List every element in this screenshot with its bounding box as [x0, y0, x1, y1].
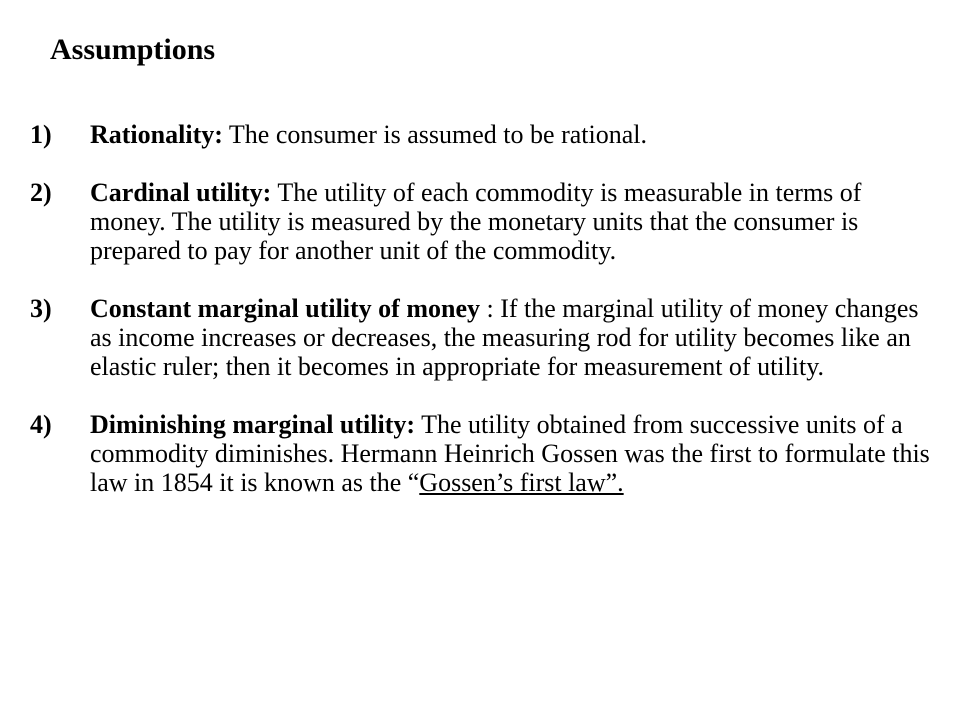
list-item-cardinal-utility — [30, 178, 935, 265]
list-item-diminishing-marginal-utility — [30, 410, 935, 497]
item-heading: Rationality: — [90, 120, 223, 149]
list-item-rationality — [30, 120, 935, 149]
item-number: 3) — [30, 294, 52, 323]
item-heading: Cardinal utility: — [90, 178, 272, 207]
assumptions-list — [30, 120, 935, 526]
item-text: : If the marginal utility of money changes as income increases or decreases, the measuring rod for utility becomes like an elastic ruler; then it becomes in appropriate for measurement of utility. — [90, 294, 919, 381]
slide-title: Assumptions — [50, 33, 216, 66]
item-number: 4) — [30, 410, 52, 439]
item-text: The consumer is assumed to be rational. — [222, 120, 647, 149]
item-heading: Diminishing marginal utility: — [90, 410, 416, 439]
gossens-law-link: Gossen’s first law”. — [419, 468, 624, 497]
item-text: The utility obtained from successive units of a commodity diminishes. Hermann Heinrich Gossen was the first to formulate this law in 1854 it is known as the “ — [90, 410, 930, 497]
item-heading: Constant marginal utility of money — [90, 294, 480, 323]
item-number: 1) — [30, 120, 52, 149]
item-text: The utility of each commodity is measurable in terms of money. The utility is measured by the monetary units that the consumer is prepared to pay for another unit of the commodity. — [90, 178, 862, 265]
item-number: 2) — [30, 178, 52, 207]
list-item-constant-marginal-utility — [30, 294, 935, 381]
